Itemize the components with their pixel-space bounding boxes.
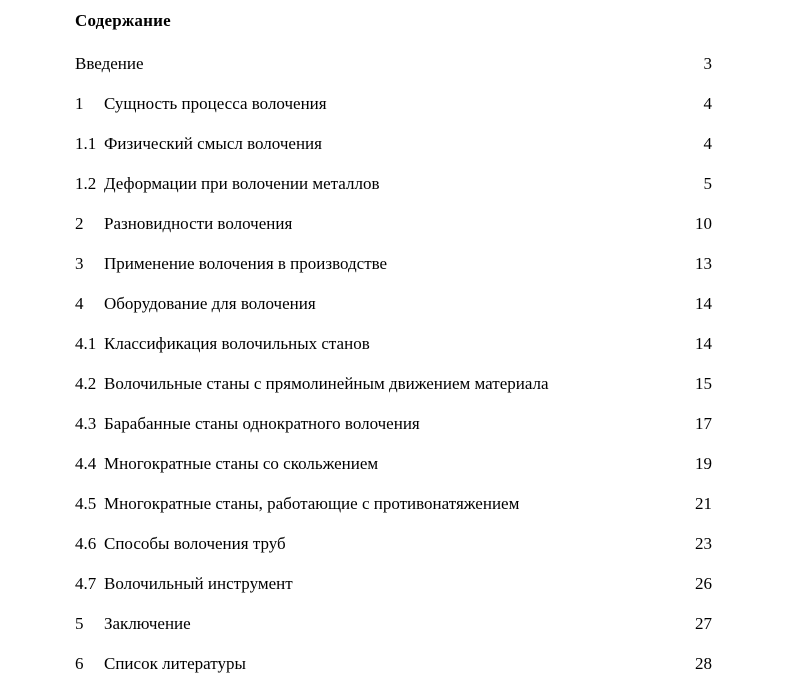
toc-entry-page: 27 [695,614,712,633]
toc-entry-page: 19 [695,454,712,473]
toc-entry-number: 1.2 [75,174,97,193]
toc-entry-label: Применение волочения в производстве [104,254,388,273]
toc-entry-number: 4.3 [75,414,97,433]
toc-entry [75,244,712,284]
toc-entry-page: 21 [695,494,712,513]
toc-entry [75,644,712,684]
toc-entry-page: 23 [695,534,712,553]
toc-entry-label: Заключение [104,614,191,633]
toc-entry-label: Способы волочения труб [104,534,286,553]
toc-entry-number: 4 [75,294,84,313]
toc-entry-page: 14 [695,294,712,313]
toc-entry-label: Деформации при волочении металлов [104,174,380,193]
toc-entry-page: 3 [703,54,712,73]
toc-entry-page: 15 [695,374,712,393]
toc-entry-page: 26 [695,574,712,593]
toc-entry-label: Волочильный инструмент [104,574,293,593]
toc-entry [75,324,712,364]
toc-entry [75,564,712,604]
toc-entry-number: 4.7 [75,574,97,593]
toc-entry [75,364,712,404]
toc-entry-label: Список литературы [104,654,246,673]
toc-entry-number: 3 [75,254,84,273]
toc-entry-page: 10 [695,214,712,233]
toc-entry [75,204,712,244]
toc-entry-number: 4.1 [75,334,97,353]
toc-entry-page: 5 [703,174,712,193]
page-title: Содержание [75,11,171,30]
toc-entry-number: 4.2 [75,374,97,393]
toc-entry-page: 17 [695,414,712,433]
toc-entry [75,404,712,444]
toc-entry-page: 4 [703,134,712,153]
toc-entry-label: Введение [75,54,144,73]
toc-entry-label: Барабанные станы однократного волочения [104,414,420,433]
toc-entry-label: Разновидности волочения [104,214,293,233]
toc-entry-label: Многократные станы, работающие с противонатяжением [104,494,520,513]
toc-entry-label: Оборудование для волочения [104,294,316,313]
toc-entry [75,124,712,164]
toc-entry [75,524,712,564]
toc-entry-number: 4.4 [75,454,97,473]
toc-entry-number: 6 [75,654,84,673]
toc-entry [75,44,712,84]
toc-entry-page: 13 [695,254,712,273]
toc-entry-number: 5 [75,614,84,633]
toc-entry-label: Физический смысл волочения [104,134,322,153]
toc-entry-label: Волочильные станы с прямолинейным движением материала [104,374,549,393]
toc-entry-page: 14 [695,334,712,353]
toc-entry-label: Многократные станы со скольжением [104,454,379,473]
toc-entry-number: 4.5 [75,494,97,513]
toc-entry-number: 1 [75,94,84,113]
toc-entry [75,484,712,524]
toc-entry [75,164,712,204]
toc-entry-page: 4 [703,94,712,113]
toc-entry [75,284,712,324]
toc-entry-number: 4.6 [75,534,97,553]
toc-entry [75,84,712,124]
toc-entry-number: 1.1 [75,134,97,153]
toc-entry-page: 28 [695,654,712,673]
toc-entry-label: Сущность процесса волочения [104,94,327,113]
toc-entry-label: Классификация волочильных станов [104,334,370,353]
toc-entry [75,444,712,484]
toc-entries [75,44,712,684]
toc-entry [75,604,712,644]
toc-entry-number: 2 [75,214,84,233]
